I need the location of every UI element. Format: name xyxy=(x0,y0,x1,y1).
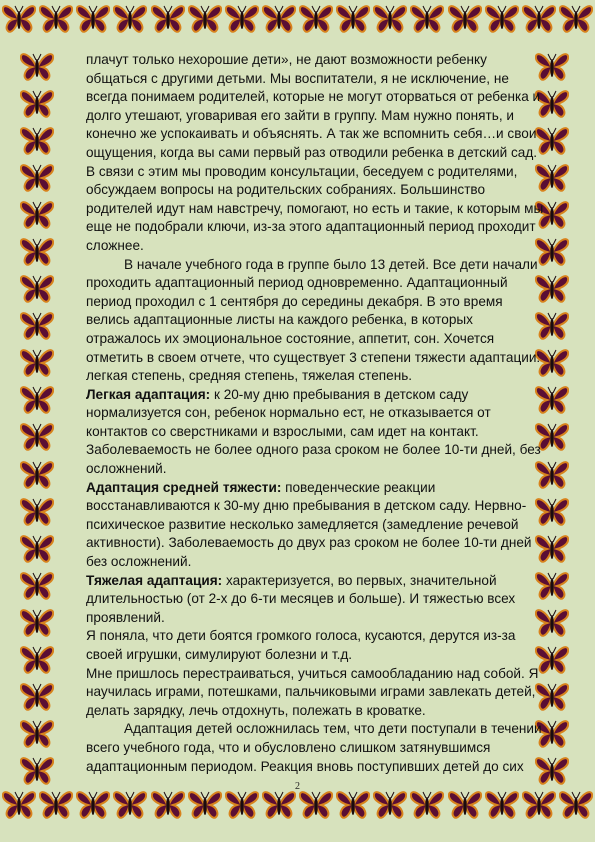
paragraph-group-start xyxy=(86,256,548,386)
page-number: 2 xyxy=(295,781,300,792)
paragraph-text: характеризуется, во первых, значительной длительностью (от 2-х до 6-ти месяцев и больше). И тяжестью всех проявлений. xyxy=(86,572,516,625)
paragraph-text: Я поняла, что дети боятся громкого голоса, кусаются, дерутся из-за своей игрушки, симулируют болезни и т.д. xyxy=(86,628,516,662)
butterfly-icon xyxy=(20,460,54,490)
butterfly-icon xyxy=(448,4,482,34)
butterfly-icon xyxy=(76,4,110,34)
document-body xyxy=(86,51,548,776)
butterfly-icon xyxy=(113,790,147,820)
butterfly-icon xyxy=(20,385,54,415)
butterfly-icon xyxy=(299,4,333,34)
butterfly-icon xyxy=(559,4,593,34)
butterfly-icon xyxy=(20,534,54,564)
paragraph-text: к 20-му дню пребывания в детском саду нормализуется сон, ребенок нормально ест, не отказывается от контактов со сверстниками и взрослыми, сам идет на контакт. Заболеваемость не более одного раза сроком не более 10-ти дней, без осложнений. xyxy=(86,386,541,477)
border-top xyxy=(0,4,595,48)
paragraph-text: поведенческие реакции восстанавливаются к 30-му дню пребывания в детском саду. Нервно-психическое развитие несколько замедляется (замедление речевой активности). Заболеваемость до двух раз сроком не более 10-ти дней без осложнений. xyxy=(86,479,532,570)
butterfly-icon xyxy=(262,4,296,34)
butterfly-icon xyxy=(20,126,54,156)
border-bottom xyxy=(0,790,595,834)
border-left xyxy=(20,48,64,790)
butterfly-icon xyxy=(76,790,110,820)
butterfly-icon xyxy=(20,645,54,675)
paragraph-text: Адаптация детей осложнилась тем, что дети поступали в течении всего учебного года, что и обусловлено слишком затянувшимся адаптационным периодом. Реакция вновь поступивших детей до сих xyxy=(86,721,542,774)
paragraph-complication xyxy=(86,720,548,776)
butterfly-icon xyxy=(20,422,54,452)
butterfly-icon xyxy=(336,790,370,820)
butterfly-icon xyxy=(20,311,54,341)
butterfly-icon xyxy=(20,608,54,638)
butterfly-icon xyxy=(20,682,54,712)
paragraph-observations xyxy=(86,627,548,664)
butterfly-icon xyxy=(20,52,54,82)
term-heading: Адаптация средней тяжести: xyxy=(86,479,282,495)
butterfly-icon xyxy=(225,4,259,34)
paragraph-light-adaptation xyxy=(86,386,548,479)
butterfly-icon xyxy=(225,790,259,820)
paragraph-text: плачут только нехорошие дети», не дают возможности ребенку общаться с другими детьми. Мы воспитатели, я не исключение, не всегда понимаем родителей, которые не могут оторваться от ребенка и долго утешают, уговаривая его зайти в группу. Мам нужно понять, и конечно же успокаивать и объяснять. А так же вспомнить себя…и свои ощущения, когда вы сами первый раз отводили ребенка в детский сад. В связи с этим мы проводим консультации, беседуем с родителями, обсуждаем вопросы на родительских собраниях. Большинство родителей идут нам навстречу, помогают, но есть и такие, к которым мы еще не подобрали ключи, из-за этого адаптационный период проходит сложнее. xyxy=(86,52,544,253)
butterfly-icon xyxy=(522,4,556,34)
butterfly-icon xyxy=(39,4,73,34)
butterfly-icon xyxy=(485,4,519,34)
butterfly-icon xyxy=(485,790,519,820)
butterfly-icon xyxy=(20,237,54,267)
paragraph-severe-adaptation xyxy=(86,572,548,628)
butterfly-icon xyxy=(410,790,444,820)
paragraph-parents xyxy=(86,51,548,256)
butterfly-icon xyxy=(20,163,54,193)
butterfly-icon xyxy=(336,4,370,34)
butterfly-icon xyxy=(151,790,185,820)
butterfly-icon xyxy=(20,497,54,527)
butterfly-icon xyxy=(2,790,36,820)
butterfly-icon xyxy=(188,4,222,34)
butterfly-icon xyxy=(373,790,407,820)
butterfly-icon xyxy=(20,274,54,304)
butterfly-icon xyxy=(20,571,54,601)
paragraph-text: В начале учебного года в группе было 13 детей. Все дети начали проходить адаптационный период одновременно. Адаптационный период проходил с 1 сентября до середины декабря. В это время велись адаптационные листы на каждого ребенка, в которых отражалось их эмоциональное состояние, аппетит, сон. Хочется отметить в своем отчете, что существует 3 степени тяжести адаптации: легкая степень, средняя степень, тяжелая степень. xyxy=(86,256,541,384)
paragraph-medium-adaptation xyxy=(86,479,548,572)
butterfly-icon xyxy=(559,790,593,820)
butterfly-icon xyxy=(20,89,54,119)
paragraph-self-control xyxy=(86,665,548,721)
butterfly-icon xyxy=(522,790,556,820)
butterfly-icon xyxy=(2,4,36,34)
term-heading: Легкая адаптация: xyxy=(86,386,211,402)
butterfly-icon xyxy=(410,4,444,34)
butterfly-icon xyxy=(262,790,296,820)
butterfly-icon xyxy=(373,4,407,34)
butterfly-icon xyxy=(448,790,482,820)
butterfly-icon xyxy=(20,200,54,230)
butterfly-icon xyxy=(188,790,222,820)
butterfly-icon xyxy=(39,790,73,820)
butterfly-icon xyxy=(20,348,54,378)
paragraph-text: Мне пришлось перестраиваться, учиться самообладанию над собой. Я научилась играми, потешками, пальчиковыми играми завлекать детей, делать зарядку, лечь отдохнуть, полежать в кроватке. xyxy=(86,665,539,718)
butterfly-icon xyxy=(299,790,333,820)
butterfly-icon xyxy=(20,719,54,749)
butterfly-icon xyxy=(151,4,185,34)
butterfly-icon xyxy=(113,4,147,34)
term-heading: Тяжелая адаптация: xyxy=(86,572,223,588)
